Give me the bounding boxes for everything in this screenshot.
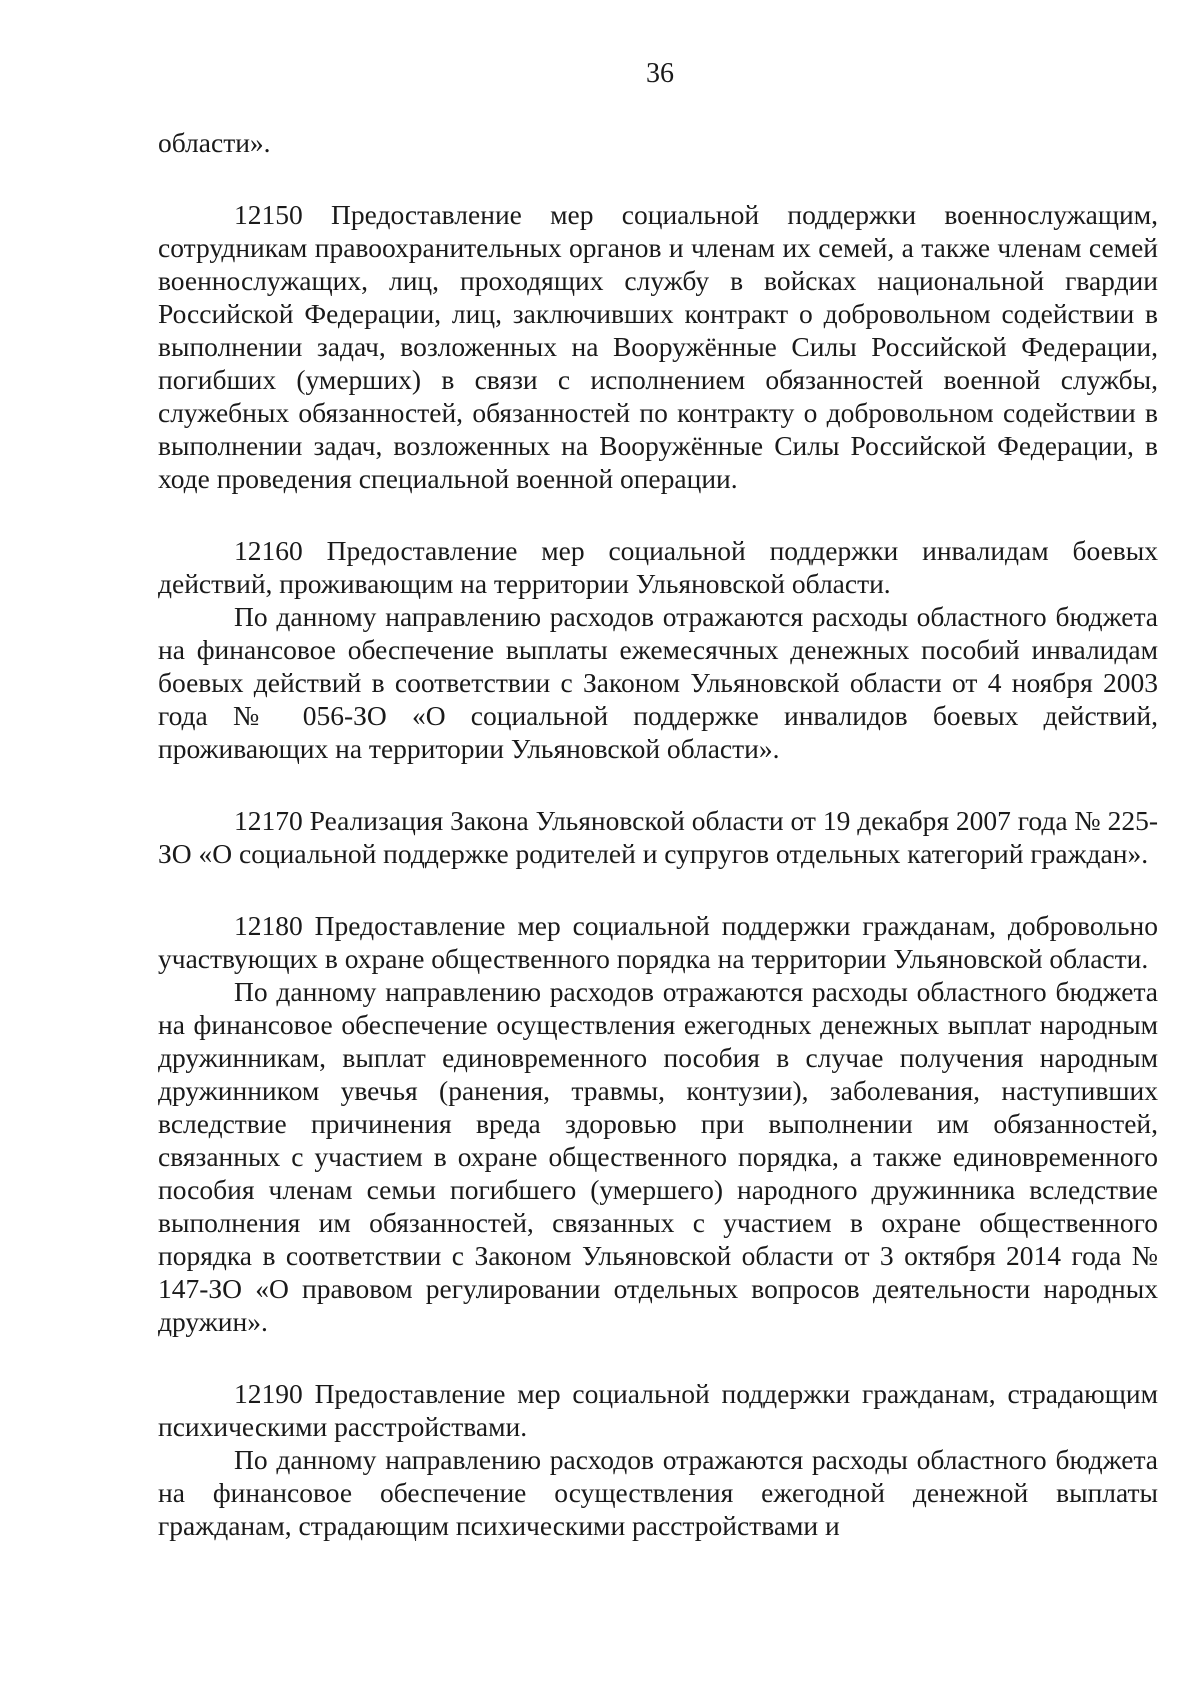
paragraph-12190-description: По данному направлению расходов отражаются расходы областного бюджета на финансовое обеспечение осуществления ежегодной денежной выплаты гражданам, страдающим психическими расстройствами и [158, 1444, 1158, 1541]
paragraph-12190-heading: 12190 Предоставление мер социальной поддержки гражданам, страдающим психическими расстройствами. [158, 1378, 1158, 1442]
paragraph-12150-heading: 12150 Предоставление мер социальной поддержки военнослужащим, сотрудникам правоохранительных органов и членам их семей, а также членам семей военнослужащих, лиц, проходящих службу в войсках национальной гвардии Российской Федерации, лиц, заключивших контракт о добровольном содействии в выполнении задач, возложенных на Вооружённые Силы Российской Федерации, погибших (умерших) в связи с исполнением обязанностей военной службы, служебных обязанностей, обязанностей по контракту о добровольном содействии в выполнении задач, возложенных на Вооружённые Силы Российской Федерации, в ходе проведения специальной военной операции. [158, 199, 1158, 494]
paragraph-continuation: области». [158, 127, 271, 158]
page-number: 36 [646, 58, 674, 89]
document-body [158, 126, 1158, 1542]
paragraph-12160-heading: 12160 Предоставление мер социальной поддержки инвалидам боевых действий, проживающим на территории Ульяновской области. [158, 535, 1158, 599]
paragraph-12180-heading: 12180 Предоставление мер социальной поддержки гражданам, добровольно участвующих в охране общественного порядка на территории Ульяновской области. [158, 910, 1158, 974]
paragraph-12170-heading: 12170 Реализация Закона Ульяновской области от 19 декабря 2007 года № 225-ЗО «О социальной поддержке родителей и супругов отдельных категорий граждан». [158, 805, 1158, 869]
paragraph-12180-description: По данному направлению расходов отражаются расходы областного бюджета на финансовое обеспечение осуществления ежегодных денежных выплат народным дружинникам, выплат единовременного пособия в случае получения народным дружинником увечья (ранения, травмы, контузии), заболевания, наступивших вследствие причинения вреда здоровью при выполнении им обязанностей, связанных с участием в охране общественного порядка, а также единовременного пособия членам семьи погибшего (умершего) народного дружинника вследствие выполнения им обязанностей, связанных с участием в охране общественного порядка в соответствии с Законом Ульяновской области от 3 октября 2014 года № 147-ЗО «О правовом регулировании отдельных вопросов деятельности народных дружин». [158, 976, 1158, 1337]
paragraph-12160-description: По данному направлению расходов отражаются расходы областного бюджета на финансовое обеспечение выплаты ежемесячных денежных пособий инвалидам боевых действий в соответствии с Законом Ульяновской области от 4 ноября 2003 года № 056-ЗО «О социальной поддержке инвалидов боевых действий, проживающих на территории Ульяновской области». [158, 601, 1158, 764]
